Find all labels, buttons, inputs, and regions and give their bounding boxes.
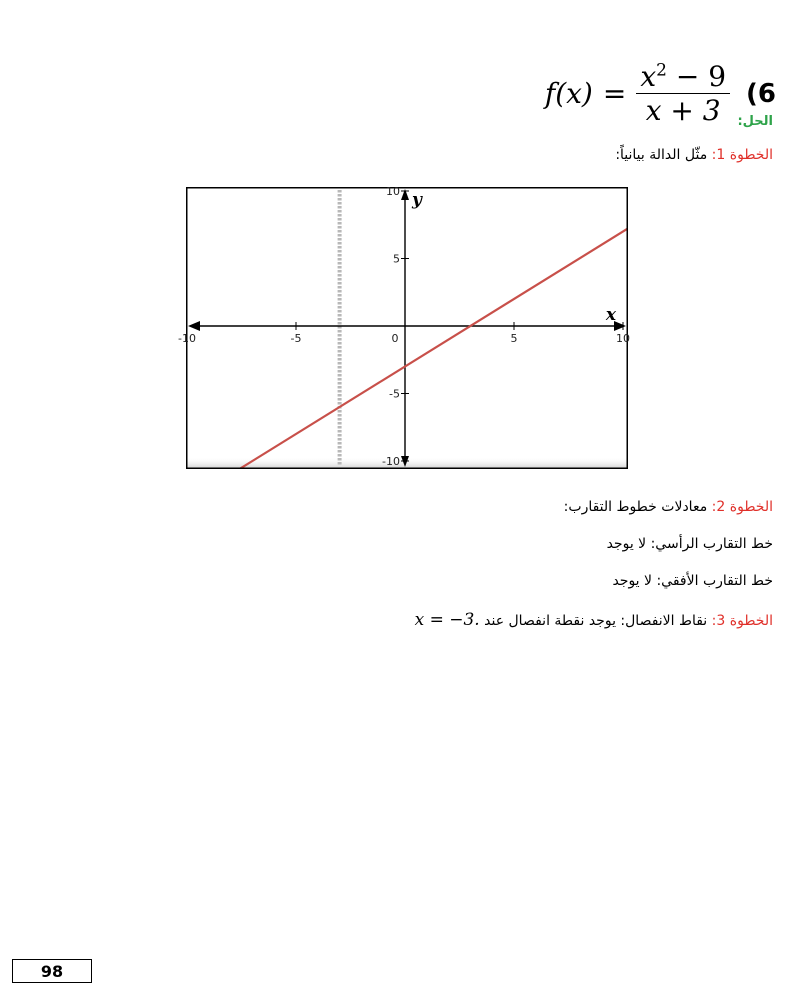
step2-line	[564, 499, 773, 515]
numerator-exponent: 2	[656, 60, 667, 81]
x-tick-label: 5	[510, 332, 518, 345]
y-tick-label: -5	[389, 387, 400, 401]
function-graph	[178, 185, 630, 469]
step3-label: الخطوة 3:	[711, 613, 773, 629]
y-tick-label: 5	[393, 252, 400, 266]
step3-math: x = −3.	[414, 610, 480, 630]
graph-frame	[187, 188, 628, 469]
formula-fraction	[636, 62, 730, 126]
x-axis-label: x	[605, 305, 616, 325]
step3-line	[415, 610, 773, 630]
numerator-base: x	[640, 60, 657, 93]
horizontal-asymptote-line: خط التقارب الأفقي: لا يوجد	[612, 573, 773, 589]
x-tick-label: 0	[391, 332, 399, 345]
problem-number: (6	[746, 78, 776, 109]
step2-label: الخطوة 2:	[711, 499, 773, 515]
y-axis-label: y	[412, 190, 422, 210]
x-tick-label: -5	[290, 332, 302, 345]
step1-label: الخطوة 1:	[711, 147, 773, 163]
step1-text: مثّل الدالة بيانياً:	[615, 147, 712, 163]
vertical-asymptote-line: خط التقارب الرأسي: لا يوجد	[606, 536, 773, 552]
x-tick-label: -10	[178, 332, 196, 345]
page-number: 98	[12, 959, 92, 983]
formula-lhs: f(x)	[544, 77, 593, 111]
step2-text: معادلات خطوط التقارب:	[563, 499, 712, 515]
function-formula	[545, 62, 730, 126]
numerator-rest: − 9	[666, 60, 727, 93]
x-tick-label: 10	[616, 332, 630, 345]
y-tick-label: 10	[386, 185, 400, 198]
formula-numerator	[636, 62, 730, 94]
step1-line	[615, 147, 773, 163]
formula-equals: =	[602, 77, 627, 111]
step3-text: نقاط الانفصال: يوجد نقطة انفصال عند	[479, 613, 712, 629]
y-tick-label: -10	[382, 455, 400, 468]
formula-denominator: x + 3	[645, 94, 721, 128]
solution-label: الحل:	[737, 114, 773, 129]
